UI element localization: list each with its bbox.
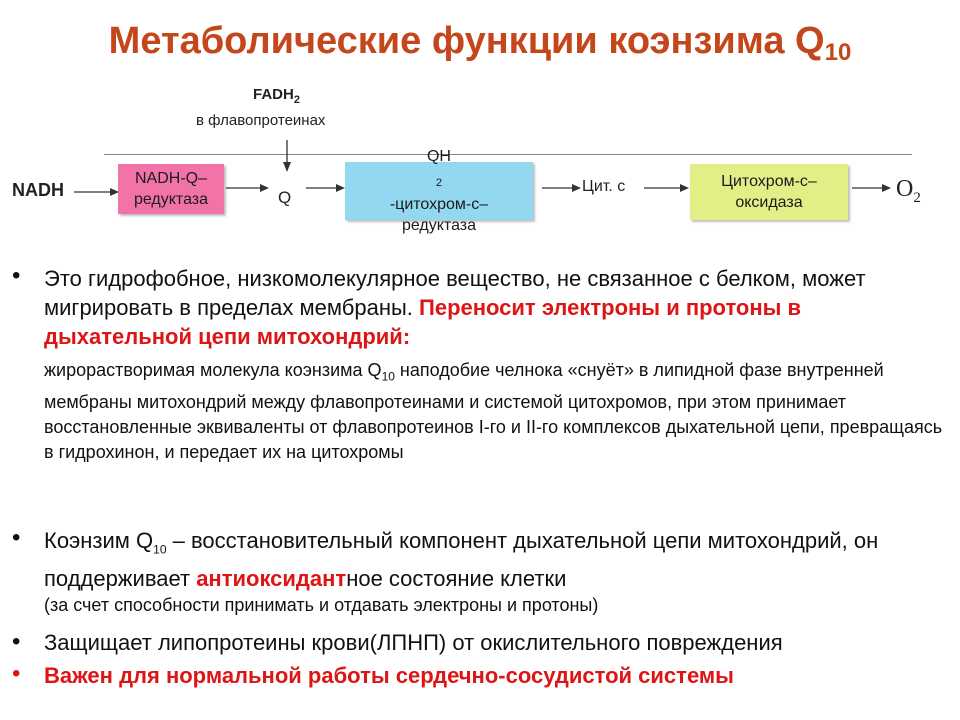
electron-transport-diagram <box>0 84 960 244</box>
bullet-1-detail: жирорастворимая молекула коэнзима $Q_{10}$ наподобие челнока «снуёт» в липидной фазе внутренней мембраны митохондрий между флавопротеинами и системой цитохромов, при этом принимает восстановленные эквиваленты от флавопротеинов I-го и II-го комплексов дыхательной цепи, превращаясь в гидрохинон, и передает их на цитохромы <box>44 360 943 462</box>
bullet-2-note: (за счет способности принимать и отдавать электроны и протоны) <box>44 595 599 616</box>
bullet-marker: • <box>12 524 21 551</box>
page-title: Метаболические функции коэнзима $Q_{10}$ <box>108 20 852 66</box>
cyt-c-label: Цит. с <box>582 178 626 195</box>
flavoprotein-note: в флавопротеинах <box>196 112 326 129</box>
o2-label: $O_2$ <box>896 176 921 206</box>
cytochrome-c-oxidase-box: Цитохром-с– оксидаза <box>690 164 848 220</box>
q-label: Q <box>278 188 292 207</box>
bullet-1: Это гидрофобное, низкомолекулярное вещество, не связанное с белком, может мигрировать в пределах мембраны. Переносит электроны и протоны в дыхательной цепи митохондрий: жирорастворимая молекула коэнзима $Q_{10}$ наподобие челнока «снуёт» в липидной фазе внутренней мембраны митохондрий между флавопротеинами и системой цитохромов, при этом принимает восстановленные эквиваленты от флавопротеинов I-го и II-го комплексов дыхательной цепи, превращаясь в гидрохинон, и передает их на цитохромы <box>44 264 944 465</box>
qh2-cytochrome-c-reductase-box: QH $_2$ -цитохром-с– редуктаза <box>345 162 533 220</box>
bullet-marker: • <box>12 262 21 289</box>
bullet-marker: • <box>12 628 21 655</box>
bullet-marker-red: • <box>12 660 21 687</box>
fadh2-label: $FADH_2$ <box>253 86 300 106</box>
nadh-label: NADH <box>12 180 64 200</box>
bullet-2: Коэнзим $Q_{10}$ – восстановительный компонент дыхательной цепи митохондрий, он поддерживает антиоксидантное состояние клетки (за счет способности принимать и отдавать электроны и протоны) <box>44 526 944 618</box>
bullet-3: Защищает липопротеины крови(ЛПНП) от окислительного повреждения <box>44 630 783 655</box>
nadh-q-reductase-box: NADH-Q– редуктаза <box>118 164 224 214</box>
bullet-4: Важен для нормальной работы сердечно-сосудистой системы <box>44 663 734 688</box>
